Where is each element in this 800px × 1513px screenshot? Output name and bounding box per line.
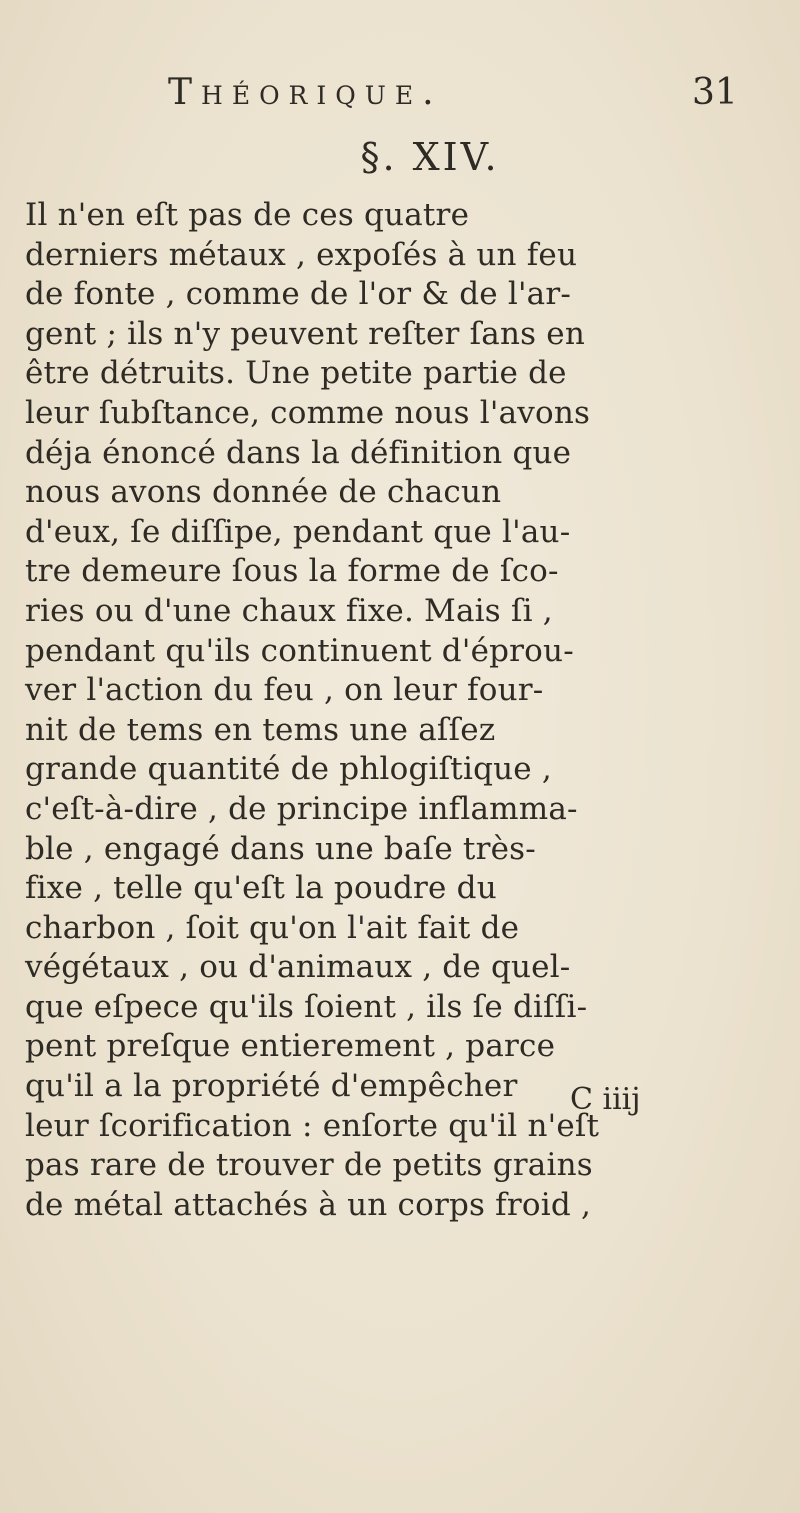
body-text xyxy=(25,196,800,1225)
text-line: pas rare de trouver de petits grains xyxy=(25,1147,593,1184)
text-line: charbon , ſoit qu'on l'ait fait de xyxy=(25,909,520,946)
running-title: Théorique. xyxy=(168,72,443,113)
text-line: leur ſubſtance, comme nous l'avons xyxy=(25,394,591,431)
text-line: ver l'action du feu , on leur four- xyxy=(25,672,544,709)
text-line: déja énoncé dans la définition que xyxy=(25,434,572,471)
text-line: gent ; ils n'y peuvent reſter ſans en xyxy=(25,315,586,352)
text-line: tre demeure ſous la forme de ſco- xyxy=(25,553,559,590)
text-line: de fonte , comme de l'or & de l'ar- xyxy=(25,276,572,313)
signature-mark: C iiij xyxy=(570,1082,641,1117)
text-line: Il n'en eſt pas de ces quatre xyxy=(25,197,470,233)
text-line: ries ou d'une chaux fixe. Mais ſi , xyxy=(25,592,553,629)
text-line: être détruits. Une petite partie de xyxy=(25,355,567,392)
page-number: 31 xyxy=(692,72,738,113)
text-line: qu'il a la propriété d'empêcher xyxy=(25,1068,518,1105)
text-line: d'eux, ſe diſſipe, pendant que l'au- xyxy=(25,513,571,550)
text-line: grande quantité de phlogiſtique , xyxy=(25,751,552,788)
text-line: ble , engagé dans une baſe très- xyxy=(25,830,536,867)
text-line: c'eſt-à-dire , de principe inflamma- xyxy=(25,790,578,827)
section-heading: §. XIV. xyxy=(360,135,500,179)
text-line: pendant qu'ils continuent d'éprou- xyxy=(25,632,574,669)
text-line: de métal attachés à un corps froid , xyxy=(25,1186,592,1223)
text-line: nous avons donnée de chacun xyxy=(25,474,502,511)
text-line: nit de tems en tems une aſſez xyxy=(25,711,496,748)
text-line: végétaux , ou d'animaux , de quel- xyxy=(25,949,571,986)
text-line: leur ſcorification : enſorte qu'il n'eſt xyxy=(25,1107,600,1144)
text-line: que eſpece qu'ils ſoient , ils ſe diſſi- xyxy=(25,988,588,1025)
text-line: derniers métaux , expoſés à un feu xyxy=(25,236,578,273)
text-line: fixe , telle qu'eſt la poudre du xyxy=(25,870,497,907)
text-line: pent preſque entierement , parce xyxy=(25,1028,556,1065)
